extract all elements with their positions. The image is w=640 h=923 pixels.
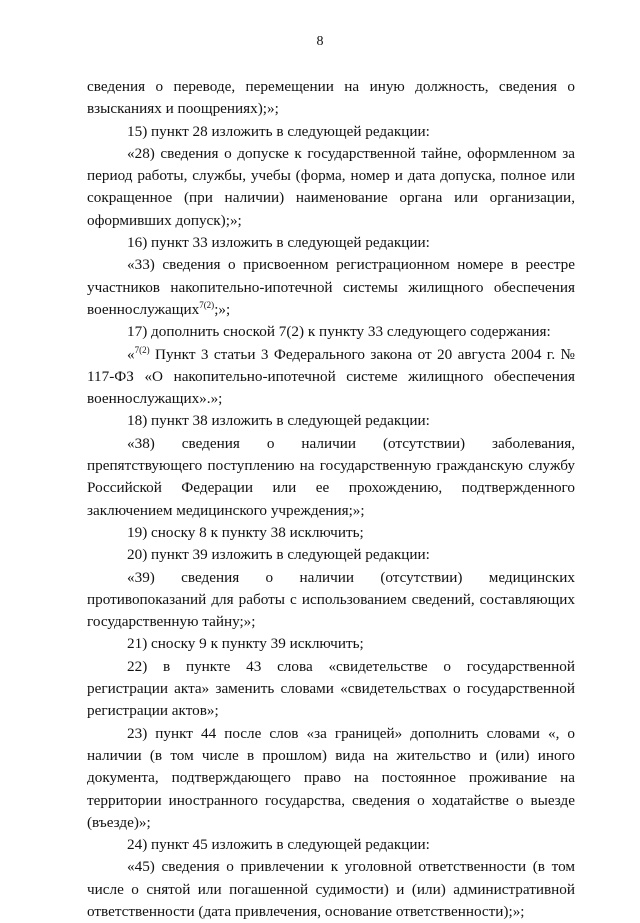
paragraph: 20) пункт 39 изложить в следующей редакции: — [127, 546, 430, 564]
footnote-ref: 7(2) — [134, 344, 150, 355]
paragraph: 16) пункт 33 изложить в следующей редакции: — [127, 234, 430, 252]
paragraph: «39) сведения о наличии (отсутствии) медицинских противопоказаний для работы с использованием сведений, составляющих государственную тайну;»; — [87, 568, 575, 631]
paragraph — [87, 344, 575, 411]
paragraph: 21) сноску 9 к пункту 39 исключить; — [127, 635, 364, 653]
paragraph: 24) пункт 45 изложить в следующей редакции: — [127, 836, 430, 854]
paragraph: 22) в пункте 43 слова «свидетельстве о государственной регистрации акта» заменить словами «свидетельствах о государственной регистрации актов»; — [87, 657, 575, 720]
paragraph: «38) сведения о наличии (отсутствии) заболевания, препятствующего поступлению на государственную гражданскую службу Российской Федерации или ее прохождению, подтвержденного заключением медицинского учреждения;»; — [87, 434, 575, 519]
paragraph: 18) пункт 38 изложить в следующей редакции: — [127, 412, 430, 430]
paragraph-text: «33) сведения о присвоенном регистрационном номере в реестре участников накопительно-ипотечной системы жилищного обеспечения военнослужащих — [87, 256, 575, 318]
paragraph: 19) сноску 8 к пункту 38 исключить; — [127, 523, 364, 541]
paragraph: 15) пункт 28 изложить в следующей редакции: — [127, 122, 430, 140]
page-number: 8 — [316, 34, 324, 49]
paragraph-text-tail: Пункт 3 статьи 3 Федерального закона от 20 августа 2004 г. № 117-ФЗ «О накопительно-ипотечной системе жилищного обеспечения военнослужащих».»; — [87, 345, 575, 408]
paragraph: 23) пункт 44 после слов «за границей» дополнить словами «, о наличии (в том числе в прошлом) вида на жительство и (или) иного документа, подтверждающего право на постоянное проживание на территории иностранного государства, сведения о ходатайстве о выезде (въезде)»; — [87, 724, 575, 831]
paragraph: сведения о переводе, перемещении на иную должность, сведения о взысканиях и поощрениях);»; — [87, 78, 575, 118]
paragraph-text-head: « — [127, 345, 135, 363]
paragraph: «45) сведения о привлечении к уголовной ответственности (в том числе о снятой или погашенной судимости) и (или) административной ответственности (дата привлечения, основание ответственности);»; — [87, 858, 575, 920]
paragraph: «28) сведения о допуске к государственной тайне, оформленном за период работы, службы, учебы (форма, номер и дата допуска, полное или сокращенное (при наличии) наименование органа или организации, оформивших допуск);»; — [87, 144, 575, 229]
paragraph — [87, 254, 575, 321]
footnote-ref: 7(2) — [199, 299, 215, 310]
paragraph-text-tail: ;»; — [214, 300, 231, 318]
document-body — [87, 76, 575, 923]
paragraph: 17) дополнить сноской 7(2) к пункту 33 следующего содержания: — [127, 323, 551, 341]
